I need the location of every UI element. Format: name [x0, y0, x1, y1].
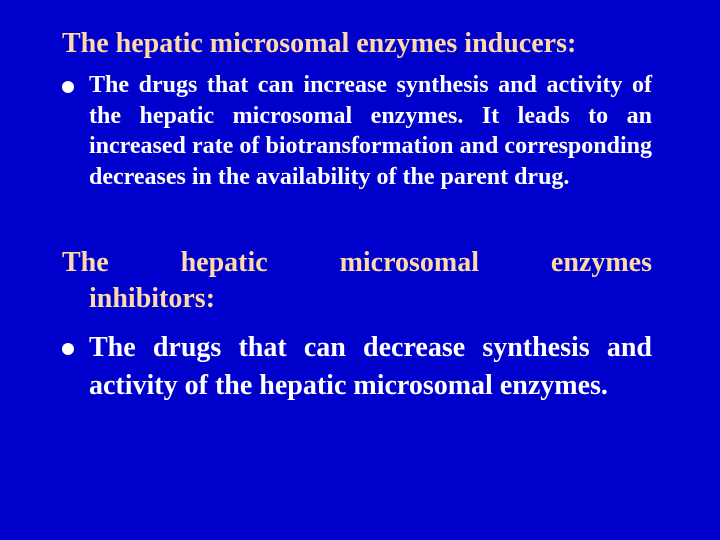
bullet-dot-icon — [62, 343, 74, 355]
inhibitors-heading-line1: The hepatic microsomal enzymes — [62, 247, 652, 278]
inducers-heading: The hepatic microsomal enzymes inducers: — [62, 28, 577, 59]
inhibitors-heading-line2: inhibitors: — [89, 283, 216, 314]
inhibitors-bullet-text: The drugs that can decrease synthesis and activity of the hepatic microsomal enzymes. — [89, 332, 652, 401]
inhibitors-bullet — [62, 329, 652, 405]
inducers-bullet-text: The drugs that can increase synthesis and activity of the hepatic microsomal enzymes. It leads to an increased rate of biotransformation and corresponding decreases in the availability of the parent drug. — [89, 72, 652, 190]
inducers-bullet — [62, 70, 652, 192]
inhibitors-heading — [62, 245, 652, 317]
bullet-dot-icon — [62, 81, 74, 93]
